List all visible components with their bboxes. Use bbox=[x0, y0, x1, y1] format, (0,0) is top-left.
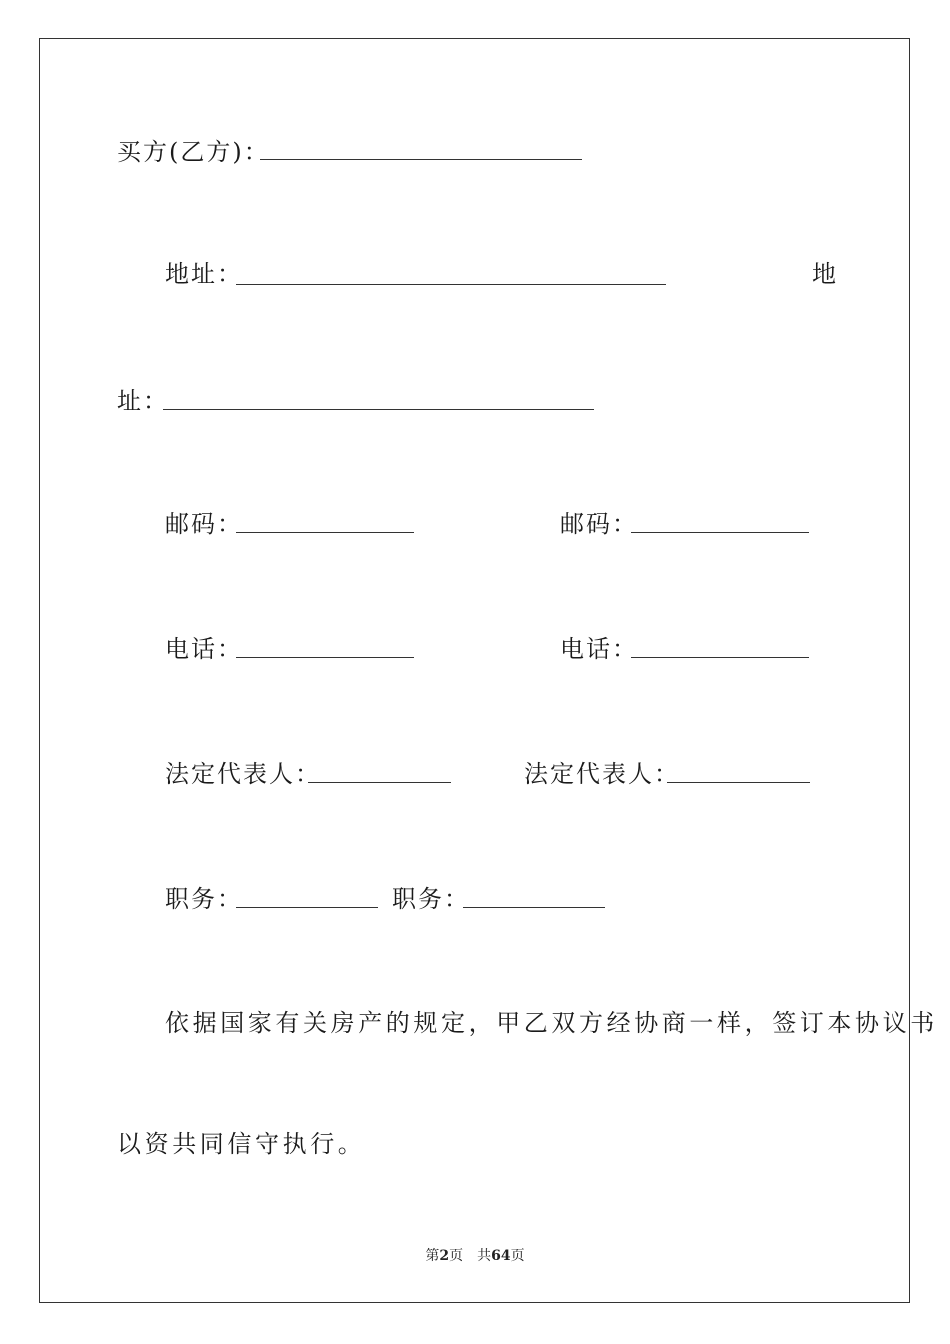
address-blank-right bbox=[163, 409, 594, 410]
footer-total-suffix: 页 bbox=[510, 1248, 525, 1264]
address-wrap-start: 地 bbox=[812, 260, 838, 288]
legal-rep-label-right: 法定代表人： bbox=[524, 760, 680, 788]
page-footer bbox=[0, 1247, 950, 1265]
legal-rep-blank-right bbox=[667, 782, 810, 783]
postcode-blank-right bbox=[631, 532, 809, 533]
footer-total-prefix: 共 bbox=[477, 1248, 492, 1264]
footer-total-pages: 64 bbox=[491, 1248, 511, 1264]
position-label-right: 职务： bbox=[392, 885, 470, 913]
address-label: 地址： bbox=[165, 260, 243, 288]
footer-page-number: 2 bbox=[439, 1248, 450, 1264]
phone-label-right: 电话： bbox=[560, 635, 638, 663]
position-blank-left bbox=[236, 907, 378, 908]
buyer-label: 买方(乙方)： bbox=[117, 138, 270, 166]
address-wrap-end: 址： bbox=[117, 387, 169, 415]
legal-rep-blank-left bbox=[308, 782, 451, 783]
postcode-label-left: 邮码： bbox=[165, 510, 243, 538]
phone-blank-right bbox=[631, 657, 809, 658]
buyer-blank bbox=[260, 159, 582, 160]
footer-page-suffix: 页 bbox=[449, 1248, 464, 1264]
postcode-blank-left bbox=[236, 532, 414, 533]
phone-label-left: 电话： bbox=[165, 635, 243, 663]
position-label-left: 职务： bbox=[165, 885, 243, 913]
legal-rep-label-left: 法定代表人： bbox=[165, 760, 321, 788]
address-blank-left bbox=[236, 284, 666, 285]
postcode-label-right: 邮码： bbox=[560, 510, 638, 538]
paragraph-line-2: 以资共同信守执行。 bbox=[117, 1130, 366, 1158]
footer-page-prefix: 第 bbox=[425, 1248, 440, 1264]
phone-blank-left bbox=[236, 657, 414, 658]
paragraph-line-1: 依据国家有关房产的规定，甲乙双方经协商一样，签订本协议书 bbox=[165, 1009, 938, 1037]
position-blank-right bbox=[463, 907, 605, 908]
page-border bbox=[39, 38, 910, 1303]
